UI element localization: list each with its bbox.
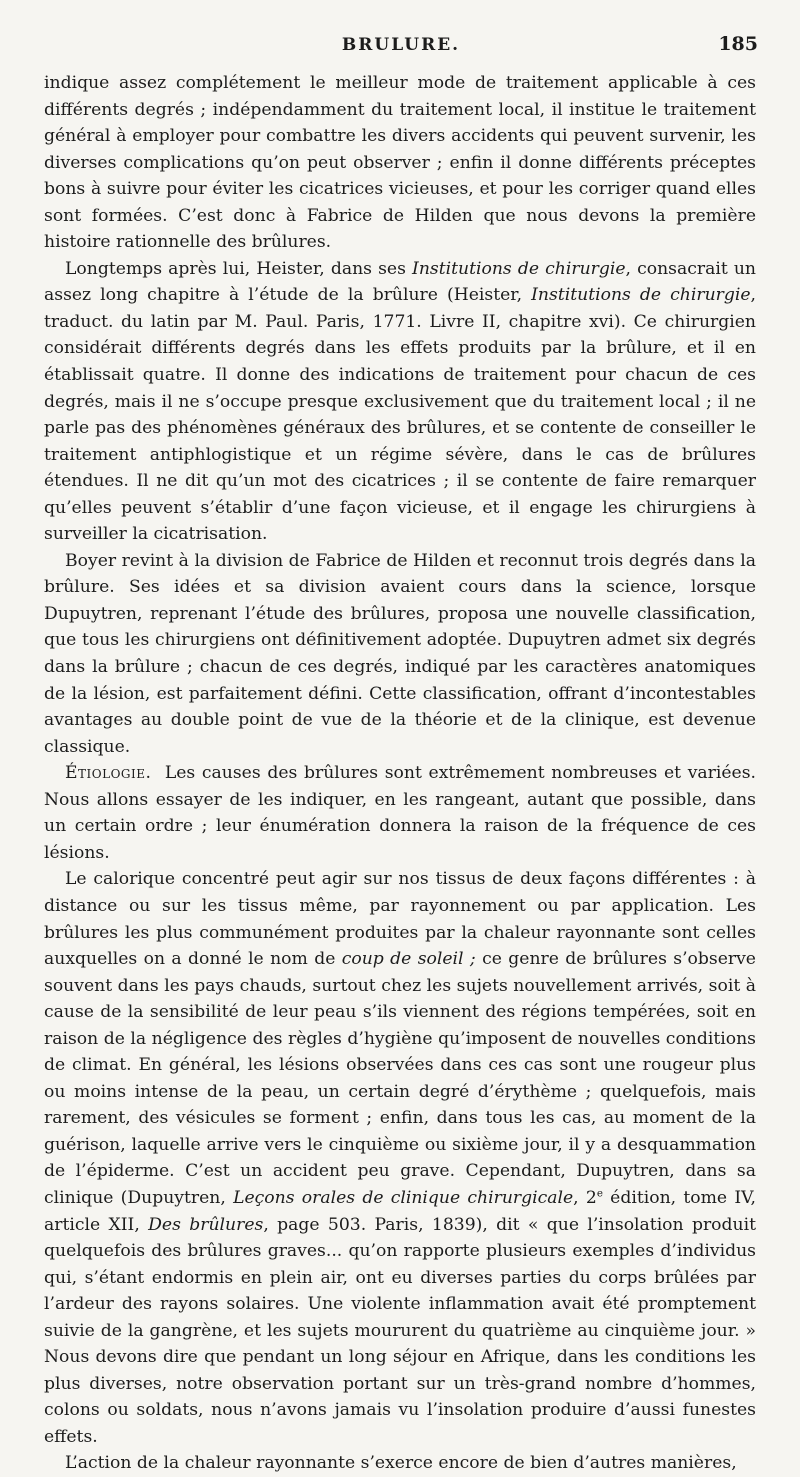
section-heading: Étiologie. xyxy=(65,763,152,784)
page-header xyxy=(44,30,758,60)
paragraph-text: ce genre de brûlures s’observe souvent dans les pays chauds, surtout chez les sujets nouvellement arrivés, soit à cause de la sensibilité de leur peau s’ils viennent des régions tempérées, soit en raison de la négligence des règles d’hygiène qu’imposent de nouvelles conditions de climat. En général, les lésions observées dans ces cas sont une rougeur plus ou moins intense de la peau, un certain degré d’érythème ; quelquefois, mais rarement, des vésicules se forment ; enfin, dans tous les cas, au moment de la guérison, laquelle arrive vers le cinquième ou sixième jour, il y a desquammation de l’épiderme. C’est un accident peu grave. Cependant, Dupuytren, dans sa clinique (Dupuytren, xyxy=(44,949,756,1208)
book-title: Des brûlures xyxy=(148,1214,264,1235)
paragraph-text: L’action de la chaleur rayonnante s’exerce encore de bien d’autres manières, xyxy=(65,1453,737,1474)
page-number: 185 xyxy=(718,33,758,55)
paragraph-6 xyxy=(44,1450,756,1477)
paragraph-text: Boyer revint à la division de Fabrice de Hilden et reconnut trois degrés dans la brûlure. Ses idées et sa division avaient cours dans la science, lorsque Dupuytren, reprenant l’étude des brûlures, proposa une nouvelle classification, que tous les chirurgiens ont définitivement adoptée. Dupuytren admet six degrés dans la brûlure ; chacun de ces degrés, indiqué par les caractères anatomiques de la lésion, est parfaitement défini. Cette classification, offrant d’incontestables avantages au double point de vue de la théorie et de la clinique, est devenue classique. xyxy=(44,550,756,757)
paragraph-text: Longtemps après lui, Heister, dans ses xyxy=(65,258,413,279)
paragraph-3 xyxy=(44,548,756,760)
paragraph-text: édition, tome IV, article XII, xyxy=(44,1187,756,1235)
paragraph-text: , page 503. Paris, 1839), dit « que l’insolation produit quelquefois des brûlures graves... qu’on rapporte plusieurs exemples d’individus qui, s’étant endormis en plein air, ont eu diverses parties du corps brûlées par l’ardeur des rayons solaires. Une violente inflammation avait été promptement suivie de la gangrène, et les sujets moururent du quatrième au cinquième jour. » Nous devons dire que pendant un long séjour en Afrique, dans les conditions les plus diverses, notre observation portant sur un très-grand nombre d’hommes, colons ou soldats, nous n’avons jamais vu l’insolation produire d’aussi funestes effets. xyxy=(44,1214,756,1447)
book-title: Leçons orales de clinique chirurgicale xyxy=(233,1187,574,1208)
book-title: Institutions de chirurgie xyxy=(531,285,751,306)
book-title: Institutions de chirurgie xyxy=(412,258,626,279)
running-title: BRULURE. xyxy=(341,35,461,55)
paragraph-5 xyxy=(44,866,756,1450)
paragraph-text: indique assez complétement le meilleur mode de traitement applicable à ces différents degrés ; indépendamment du traitement local, il institue le traitement général à employer pour combattre les divers accidents qui peuvent survenir, les diverses complications qu’on peut observer ; enfin il donne différents préceptes bons à suivre pour éviter les cicatrices vicieuses, et pour les corriger quand elles sont formées. C’est donc à Fabrice de Hilden que nous devons la première histoire rationnelle des brûlures. xyxy=(44,73,756,253)
paragraph-text: , consacrait un assez long chapitre à l’étude de la brûlure (Heister, xyxy=(44,258,756,306)
superscript: e xyxy=(596,1187,603,1200)
paragraph-4 xyxy=(44,760,756,866)
emphasis-term: coup de soleil ; xyxy=(341,949,476,970)
paragraph-text: Le calorique concentré peut agir sur nos tissus de deux façons différentes : à distance ou sur les tissus même, par rayonnement ou par application. Les brûlures les plus communément produites par la chaleur rayonnante sont celles auxquelles on a donné le nom de xyxy=(44,869,756,970)
page-body xyxy=(44,70,756,1477)
paragraph-2 xyxy=(44,256,756,548)
paragraph-text: Les causes des brûlures sont extrêmement nombreuses et variées. Nous allons essayer de les indiquer, en les rangeant, autant que possible, dans un certain ordre ; leur énumération donnera la raison de la fréquence de ces lésions. xyxy=(44,763,756,863)
paragraph-text: , 2 xyxy=(573,1187,597,1208)
paragraph-1 xyxy=(44,70,756,256)
paragraph-text: , traduct. du latin par M. Paul. Paris, 1771. Livre II, chapitre xvi). Ce chirurgien considérait différents degrés dans les effets produits par la brûlure, et il en établissait quatre. Il donne des indications de traitement pour chacun de ces degrés, mais il ne s’occupe presque exclusivement que du traitement local ; il ne parle pas des phénomènes généraux des brûlures, et se contente de conseiller le traitement antiphlogistique et un régime sévère, dans le cas de brûlures étendues. Il ne dit qu’un mot des cicatrices ; il se contente de faire remarquer qu’elles peuvent s’établir d’une façon vicieuse, et il engage les chirurgiens à surveiller la cicatrisation. xyxy=(44,285,756,545)
